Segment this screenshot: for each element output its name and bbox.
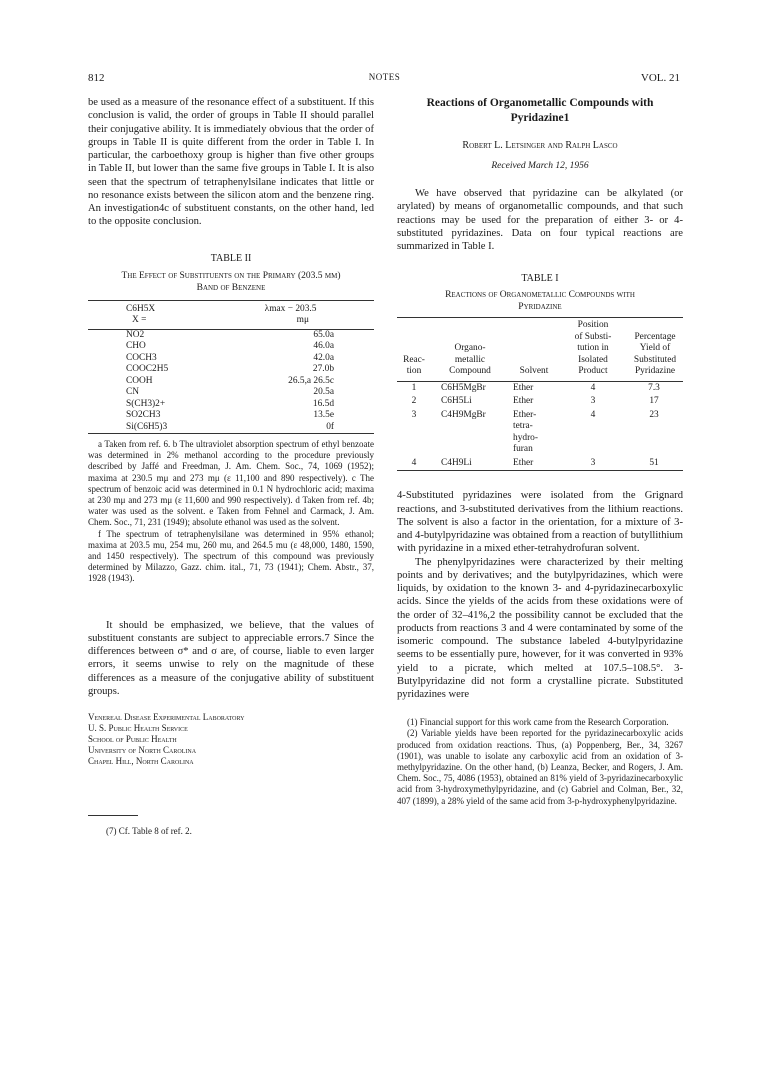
table2-row [88,376,374,388]
right-column [397,96,683,807]
footnote-7: (7) Cf. Table 8 of ref. 2. [106,826,192,837]
table2-cell-value: 26.5,a 26.5c [288,375,334,386]
table1-cell-reaction: 2 [411,396,417,407]
table1-header-yield-line: Yield of [639,343,671,354]
table1-solvent-line: furan [513,444,533,455]
table1-cell-solvent [507,381,561,395]
table1-cell-position: 4 [590,409,596,420]
table2-col2-header-line1: λmax − 203.5 [264,303,317,314]
table2-cell-value: 27.0b [312,364,334,374]
table2-row [88,364,374,376]
right-paragraph-3: The phenylpyridazines were characterized by their melting points and by derivatives; and the butylpyridazines, which were liquids, by oxidation to the known 3- and 4-pyridazinecarboxylic acids. Since the yields of the acids from these oxidations were of the order of 32–41%,2 the possibility cannot be excluded that the products from reactions 3 and 4 were contaminated by some of the isomeric compound. The substance labeled 4-butylpyridazine seems to be essentially pure, however, for it was converted in 93% yield to a picrate, which melted at 107.5–108.5°. 3-Butylpyridazine did not form a crystalline picrate. Substituted pyridazines were [397,556,683,700]
table1-header-reaction [397,318,433,382]
table1-cell-position: 3 [590,457,596,468]
table1-label: TABLE I [521,273,559,285]
table2-cell-substituent: COOH [126,375,153,386]
table2-cell-substituent: CHO [126,341,146,351]
table1-header-reaction-line: Reac- [403,354,425,365]
table1-solvent-line: Ether [513,396,534,407]
table1-header-solvent [507,318,561,382]
table2-caption-line2: Band of Benzene [196,282,266,293]
table2-cell-substituent: S(CH3)2+ [126,398,166,409]
page-number: 812 [88,72,105,84]
table1-solvent-line: Ether [513,457,534,468]
table2-cell-value: 20.5a [313,387,334,397]
table1-cell-yield: 7.3 [648,382,660,393]
table1-solvent-line: hydro- [513,432,538,443]
table2-label: TABLE II [210,252,252,264]
affiliation-line: Chapel Hill, North Carolina [88,756,194,767]
article-title-line2: Pyridazine1 [510,112,570,124]
table1-header-position-line: tution in [577,343,609,354]
table1-cell-yield: 17 [649,396,659,407]
affiliation-line: University of North Carolina [88,745,197,756]
table2-cell-value: 42.0a [313,352,334,363]
table1-cell-solvent [507,395,561,409]
article-authors: Robert L. Letsinger and Ralph Lasco [462,140,618,151]
footnote-2: (2) Variable yields have been reported for the pyridazinecarboxylic acids produced from oxidation reactions. Thus, (a) Poppenberg, Ber., 34, 3267 (1901), was unable to isolate any carboxylic acid from an oxidation of 3-methylpyridazine. On the other hand, (b) Leanza, Becker, and Rogers, J. Am. Chem. Soc., 75, 4086 (1953), obtained an 81% yield of 3-pyridazinecarboxylic acid from 3-hydroxymethylpyridazine, and (c) Gabriel and Colman, Ber., 32, 407 (1899), a 28% yield of the same acid from 3-p-hydroxyphenylpyridazine. [397,728,683,806]
table1-header-position-line: Product [578,366,608,377]
table1-cell-solvent [507,457,561,471]
table1-header-yield-line: Substituted [633,354,677,365]
table1-header-position-line: Isolated [578,354,608,365]
table2-cell-value: 13.5e [313,410,334,420]
right-paragraph-2: 4-Substituted pyridazines were isolated from the Grignard reactions, and 3-substituted derivatives from the lithium reactions. The solvent is also a factor in the orientation, for a mixture of 3- and 4-butylpyridazine was obtained from a reaction of butyllithium with pyridazine in a mixed ether-tetrahydrofuran solvent. [397,490,683,555]
table2-cell-substituent: CN [126,387,140,397]
table1-header-compound [433,318,507,382]
affiliation-block [88,712,374,767]
table1-caption-line2: Pyridazine [518,302,562,313]
table2-caption-line1: The Effect of Substituents on the Primary (203.5 mμ) [121,270,341,281]
table1-cell-reaction: 4 [411,457,417,468]
right-intro-paragraph: We have observed that pyridazine can be alkylated (or arylated) by means of organometallic compounds, and that such reactions may be used for the preparation of either 3- or 4-substituted pyridazines. Data on four typical reactions are summarized in Table I. [397,188,683,252]
table2-cell-substituent: COCH3 [126,352,157,363]
table1-cell-yield: 51 [649,457,659,468]
table1-header-yield-line: Percentage [634,331,676,342]
table1-cell-reaction: 1 [411,382,417,393]
table2 [88,300,374,434]
table1-header-compound-line: metallic [454,354,486,365]
table1-row [397,457,683,471]
table2-cell-value: 46.0a [313,341,334,351]
table1-header-solvent-line: Solvent [519,366,549,377]
received-date: Received March 12, 1956 [491,161,589,171]
table2-cell-substituent: COOC2H5 [126,364,169,374]
table1-row [397,395,683,409]
article-title-line1: Reactions of Organometallic Compounds with [426,97,654,109]
table2-cell-value: 65.0a [313,329,334,340]
table1-cell-solvent [507,409,561,457]
table2-cell-substituent: Si(C6H5)3 [126,421,168,432]
table2-col2-header-line2: mμ [296,315,309,325]
table2-row [88,341,374,353]
table2-col1-header-line1: C6H5X [126,303,156,314]
table1-cell-position: 4 [590,382,596,393]
table2-cell-value: 0f [326,421,334,432]
table1-cell-reaction: 3 [411,409,417,420]
table1-header-yield-line: Pyridazine [634,366,676,377]
table1-header-compound-line: Compound [449,366,491,377]
table1-cell-compound: C6H5Li [441,396,472,407]
left-intro-paragraph: be used as a measure of the resonance effect of a substituent. If this conclusion is valid, the order of groups in Table II should parallel their conjugative ability. It is immediately obvious that the order of groups in Table II is quite different from the order in Table I. In particular, the carboethoxy group is higher than five other groups in Table II, but lower than the same five groups in Table I. It is also seen that the spectrum of tetraphenylsilane indicates that little or no resonance exists between the silicon atom and the benzene ring. An investigation4c of substituent constants, on the other hand, led to the opposite conclusion. [88,97,374,228]
table1-solvent-line: Ether [513,382,534,393]
table2-cell-value: 16.5d [312,398,334,409]
table2-col1-header-line2: X = [132,315,147,325]
table2-row [88,329,374,341]
table2-row [88,353,374,365]
table1-header-yield [625,318,683,382]
table1-solvent-line: Ether- [513,409,537,420]
affiliation-line: U. S. Public Health Service [88,723,188,734]
table2-cell-substituent: SO2CH3 [126,410,161,420]
affiliation-line: School of Public Health [88,734,177,745]
table1 [397,317,683,470]
table1-cell-compound: C4H9MgBr [441,409,486,420]
table2-row [88,410,374,422]
table2-cell-substituent: NO2 [126,329,145,340]
table1-solvent-line: tetra- [513,421,533,432]
affiliation-line: Venereal Disease Experimental Laboratory [88,712,245,723]
table1-cell-compound: C6H5MgBr [441,382,486,393]
table1-cell-compound: C4H9Li [441,457,472,468]
section-header: NOTES [368,72,401,82]
table2-row [88,387,374,399]
table1-cell-yield: 23 [649,409,659,420]
table1-header-reaction-line: tion [406,366,422,377]
table1-header-position [561,318,625,382]
table2-footnote-f: f The spectrum of tetraphenylsilane was determined in 95% ethanol; maxima at 203.5 mu, 254 mu, 260 mu, and 264.5 mu (ε 48,000, 1480, 1590, and 1450 respectively). The spectrum of this compound was previously determined by Milazzo, Gazz. chim. ital., 71, 73 (1941); Chem. Abstr., 37, 1928 (1943). [88,528,374,584]
table1-row [397,409,683,457]
footnote-1: (1) Financial support for this work came from the Research Corporation. [407,717,669,728]
table2-row [88,399,374,411]
table1-header-compound-line: Organo- [454,343,486,354]
table1-row [397,381,683,395]
table2-footnotes-a-e: a Taken from ref. 6. b The ultraviolet absorption spectrum of ethyl benzoate was determined in 2% methanol according to the procedure previously described by Jaffé and Freedman, J. Am. Chem. Soc., 74, 1069 (1952); maxima at 230.5 mμ and 273 mμ (ε 11,100 and 890 respectively). c The spectrum of benzoic acid was determined in 0.1 N hydrochloric acid; maxima at 230 mμ and 273 mμ (ε 11,600 and 990 respectively). d Taken from ref. 4b; water was used as the solvent. e Taken from Fehnel and Carmack, J. Am. Chem. Soc., 71, 231 (1949); absolute ethanol was used as the solvent. [88,439,374,528]
volume-label: VOL. 21 [640,72,680,84]
table1-cell-position: 3 [590,396,596,407]
left-column [88,96,374,837]
table2-row [88,422,374,434]
table1-header-position-line: Position [577,320,609,331]
table1-header-position-line: of Substi- [574,331,612,342]
table1-caption-line1: Reactions of Organometallic Compounds with [445,290,635,301]
left-conclusion-paragraph: It should be emphasized, we believe, that the values of substituent constants are subject to appreciable errors.7 Since the differences between σ* and σ are, of course, liable to even larger errors, it seems unwise to rely on the magnitude of these differences as a measure of the conjugative ability of substituent groups. [88,619,374,697]
